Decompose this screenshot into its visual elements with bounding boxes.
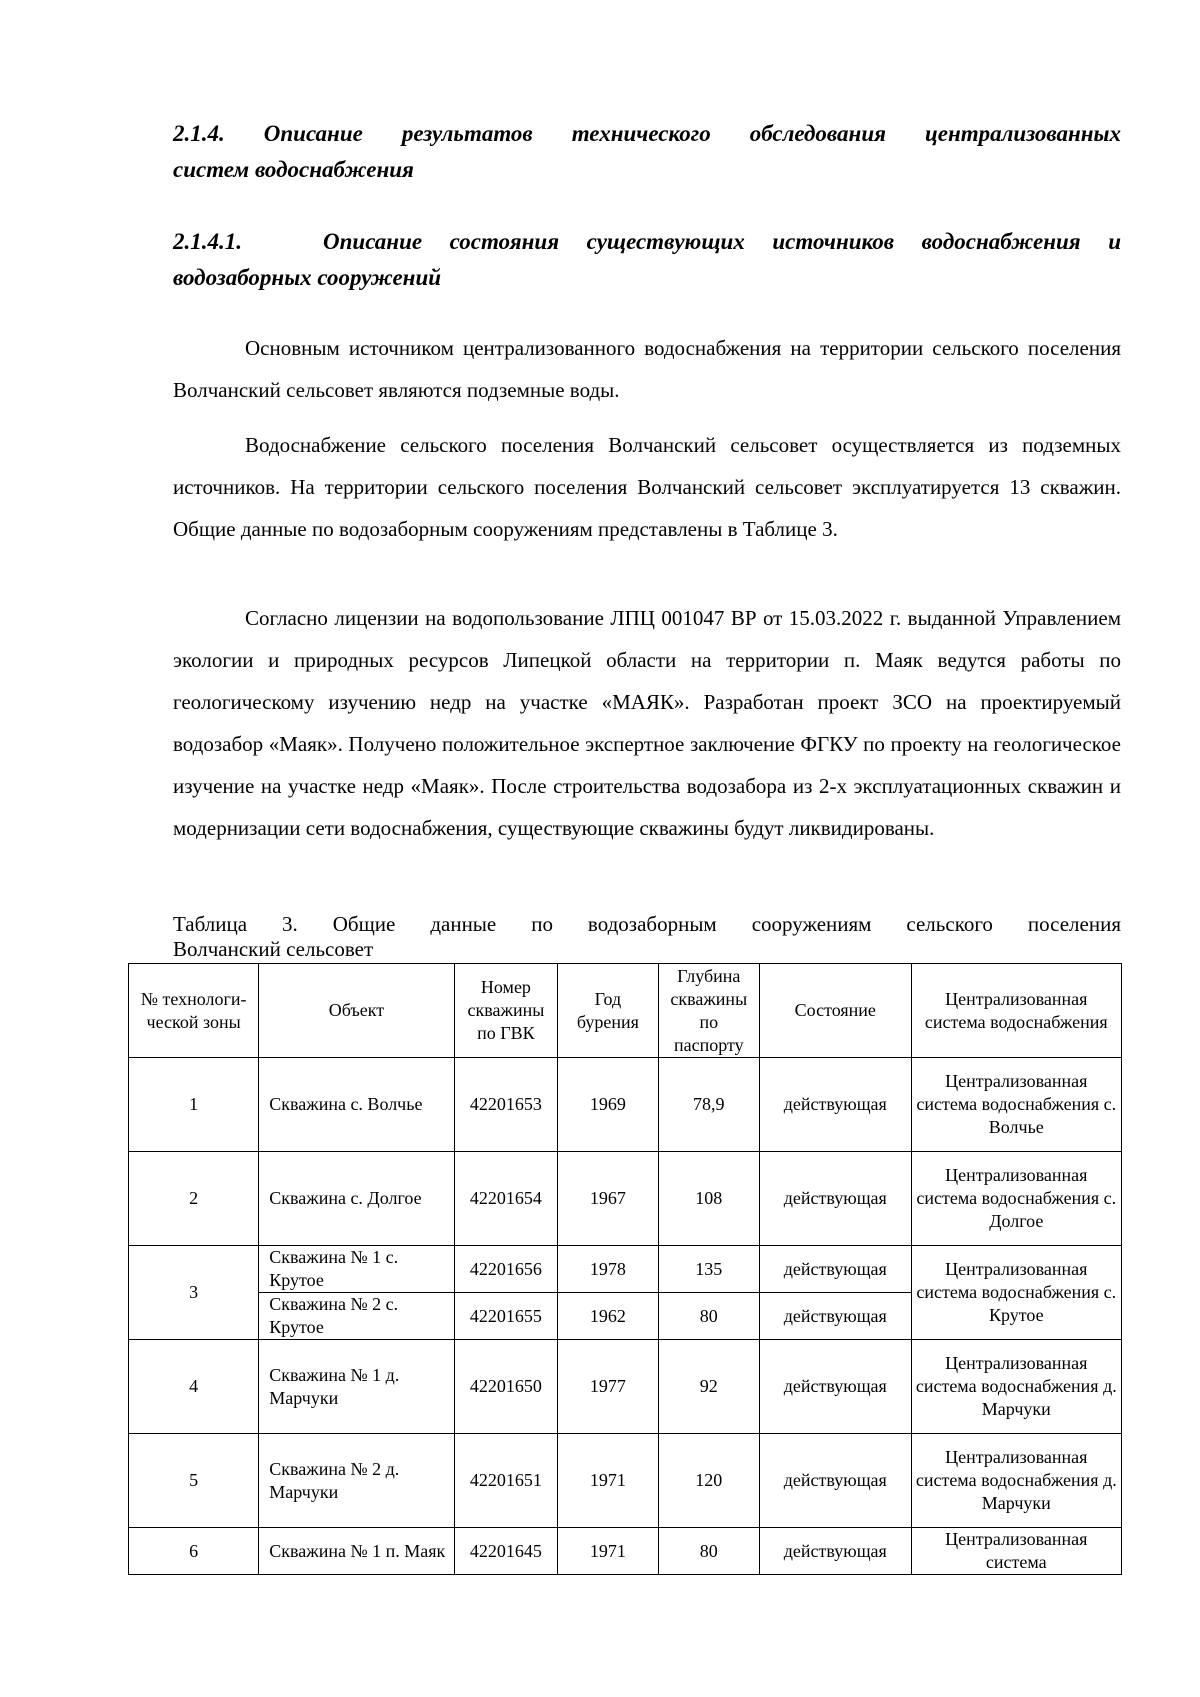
cell-year: 1967 [558, 1152, 658, 1246]
table-caption-line-1: Таблица 3. Общие данные по водозаборным сооружениям сельского поселения [173, 912, 1121, 936]
cell-gvk: 42201653 [454, 1058, 558, 1152]
cell-state: действующая [759, 1058, 911, 1152]
cell-system: Централизованная система водоснабжения с. Долгое [911, 1152, 1121, 1246]
cell-object: Скважина с. Волчье [259, 1058, 454, 1152]
cell-system: Централизованная система [911, 1528, 1121, 1575]
header-object: Объект [259, 964, 454, 1058]
table-row [129, 1152, 1122, 1246]
cell-state: действующая [759, 1246, 911, 1293]
table-row [129, 1058, 1122, 1152]
cell-zone: 6 [129, 1528, 259, 1575]
cell-object: Скважина № 2 с. Крутое [259, 1293, 454, 1340]
cell-system: Централизованная система водоснабжения с. Крутое [911, 1246, 1121, 1340]
table-row [129, 1246, 1122, 1293]
header-year: Год бурения [558, 964, 658, 1058]
cell-year: 1977 [558, 1340, 658, 1434]
cell-object: Скважина с. Долгое [259, 1152, 454, 1246]
cell-zone: 5 [129, 1434, 259, 1528]
cell-system: Централизованная система водоснабжения д. Марчуки [911, 1434, 1121, 1528]
header-system: Централизованная система водоснабжения [911, 964, 1121, 1058]
cell-year: 1962 [558, 1293, 658, 1340]
cell-zone: 1 [129, 1058, 259, 1152]
cell-gvk: 42201651 [454, 1434, 558, 1528]
cell-state: действующая [759, 1528, 911, 1575]
cell-depth: 92 [658, 1340, 759, 1434]
cell-depth: 80 [658, 1528, 759, 1575]
water-intake-table [128, 963, 1122, 1575]
cell-state: действующая [759, 1293, 911, 1340]
cell-year: 1969 [558, 1058, 658, 1152]
cell-state: действующая [759, 1152, 911, 1246]
cell-zone: 3 [129, 1246, 259, 1340]
subsection-number: 2.1.4.1. [173, 229, 242, 254]
table-row [129, 1340, 1122, 1434]
cell-depth: 135 [658, 1246, 759, 1293]
header-state: Состояние [759, 964, 911, 1058]
cell-gvk: 42201655 [454, 1293, 558, 1340]
section-heading-line-2: систем водоснабжения [173, 157, 414, 182]
cell-zone: 2 [129, 1152, 259, 1246]
cell-object: Скважина № 1 с. Крутое [259, 1246, 454, 1293]
table-caption-line-2: Волчанский сельсовет [173, 937, 374, 961]
header-zone: № технологи-ческой зоны [129, 964, 259, 1058]
cell-year: 1971 [558, 1434, 658, 1528]
cell-gvk: 42201656 [454, 1246, 558, 1293]
cell-depth: 80 [658, 1293, 759, 1340]
cell-year: 1971 [558, 1528, 658, 1575]
header-depth: Глубина скважины по паспорту [658, 964, 759, 1058]
subsection-heading-line-1 [173, 224, 1121, 260]
cell-state: действующая [759, 1434, 911, 1528]
cell-object: Скважина № 1 п. Маяк [259, 1528, 454, 1575]
header-gvk: Номер скважины по ГВК [454, 964, 558, 1058]
cell-gvk: 42201650 [454, 1340, 558, 1434]
cell-zone: 4 [129, 1340, 259, 1434]
table-row [129, 1434, 1122, 1528]
paragraph [173, 327, 1121, 411]
cell-object: Скважина № 2 д. Марчуки [259, 1434, 454, 1528]
cell-system: Централизованная система водоснабжения д. Марчуки [911, 1340, 1121, 1434]
cell-depth: 78,9 [658, 1058, 759, 1152]
paragraph-text: Основным источником централизованного водоснабжения на территории сельского поселения Волчанский сельсовет являются подземные воды. [173, 336, 1121, 402]
paragraph-text: Согласно лицензии на водопользование ЛПЦ 001047 ВР от 15.03.2022 г. выданной Управлением экологии и природных ресурсов Липецкой области на территории п. Маяк ведутся работы по геологическому изучению недр на участке «МАЯК». Разработан проект ЗСО на проектируемый водозабор «Маяк». Получено положительное экспертное заключение ФГКУ по проекту на геологическое изучение на участке недр «Маяк». После строительства водозабора из 2-х эксплуатационных скважин и модернизации сети водоснабжения, существующие скважины будут ликвидированы. [173, 606, 1121, 840]
table-header-row [129, 964, 1122, 1058]
table-caption [173, 912, 1121, 962]
paragraph [173, 597, 1121, 849]
paragraph-text: Водоснабжение сельского поселения Волчанский сельсовет осуществляется из подземных источников. На территории сельского поселения Волчанский сельсовет эксплуатируется 13 скважин. Общие данные по водозаборным сооружениям представлены в Таблице 3. [173, 433, 1121, 541]
section-heading [173, 116, 1121, 188]
paragraph [173, 424, 1121, 550]
subsection-heading [173, 224, 1121, 296]
cell-depth: 120 [658, 1434, 759, 1528]
subsection-heading-line-2: водозаборных сооружений [173, 265, 442, 290]
cell-object: Скважина № 1 д. Марчуки [259, 1340, 454, 1434]
subsection-title: Описание состояния существующих источников водоснабжения и [323, 229, 1121, 254]
cell-gvk: 42201645 [454, 1528, 558, 1575]
table-row [129, 1528, 1122, 1575]
cell-depth: 108 [658, 1152, 759, 1246]
cell-system: Централизованная система водоснабжения с. Волчье [911, 1058, 1121, 1152]
cell-state: действующая [759, 1340, 911, 1434]
cell-gvk: 42201654 [454, 1152, 558, 1246]
section-heading-line-1: 2.1.4. Описание результатов технического обследования централизованных [173, 121, 1121, 146]
cell-year: 1978 [558, 1246, 658, 1293]
